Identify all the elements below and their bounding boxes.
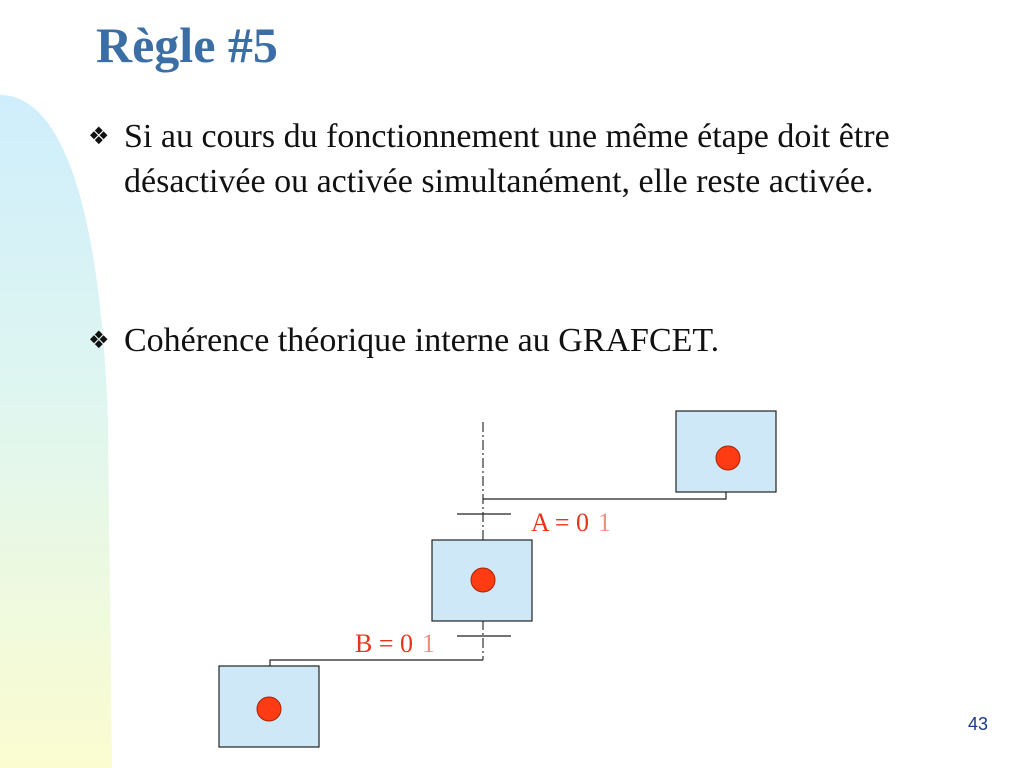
bullet-text-2: Cohérence théorique interne au GRAFCET. bbox=[124, 322, 720, 359]
link-transition-b-step3 bbox=[270, 660, 483, 666]
transition-label-a: A = 0 bbox=[531, 508, 590, 537]
slide-title: Règle #5 bbox=[96, 17, 278, 73]
diamond-bullet-icon: ❖ bbox=[88, 326, 110, 354]
bullet-text-1: Si au cours du fonctionnement une même étape doit être désactivée ou activée simultanément, elle reste activée. bbox=[124, 118, 890, 200]
step-token-3 bbox=[257, 697, 281, 721]
step-token-2 bbox=[471, 568, 495, 592]
link-step1-transition-a bbox=[483, 492, 726, 499]
step-token-1 bbox=[716, 446, 740, 470]
transition-value-b: 1 bbox=[422, 629, 435, 658]
transition-label-b: B = 0 bbox=[355, 629, 414, 658]
slide-number: 43 bbox=[967, 714, 988, 734]
transition-value-a: 1 bbox=[598, 508, 611, 537]
diamond-bullet-icon: ❖ bbox=[88, 122, 110, 150]
